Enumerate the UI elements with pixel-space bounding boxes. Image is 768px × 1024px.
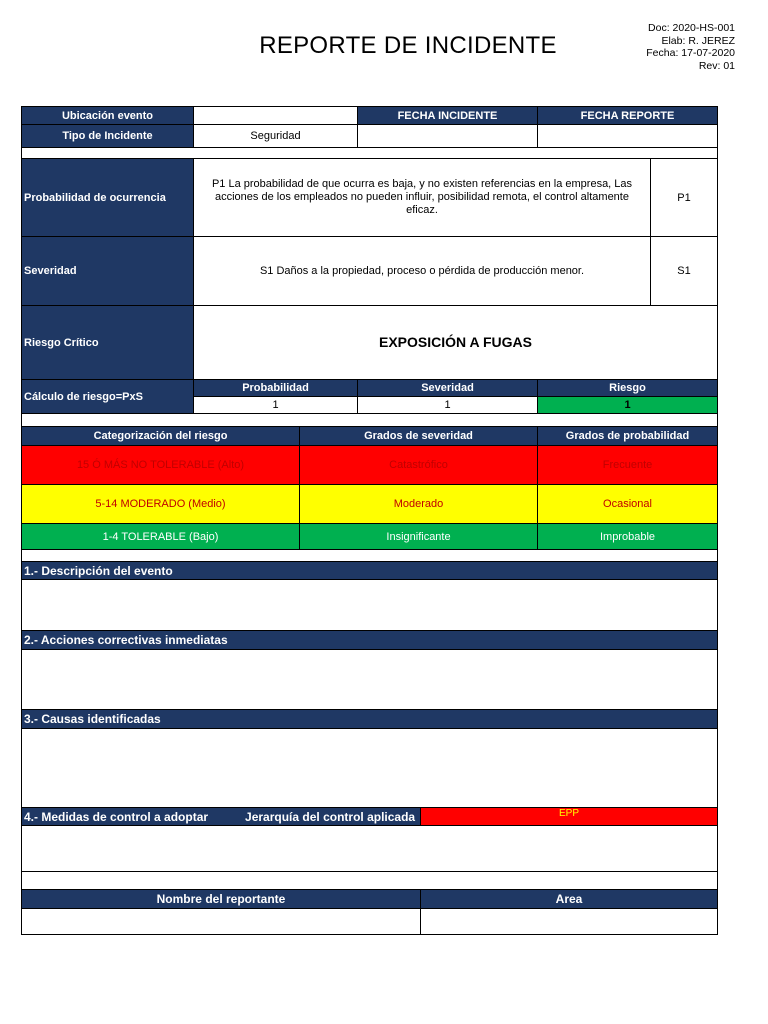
descripcion-field[interactable]	[21, 579, 718, 631]
calculo-probabilidad-header: Probabilidad	[193, 379, 358, 397]
ubicacion-label: Ubicación evento	[21, 106, 194, 125]
area-field[interactable]	[420, 908, 718, 935]
acciones-field[interactable]	[21, 649, 718, 710]
fecha-incidente-field[interactable]	[357, 124, 538, 148]
categorias-header-severidad: Grados de severidad	[299, 426, 538, 446]
jerarquia-label: Jerarquía del control aplicada	[245, 809, 416, 824]
nombre-reportante-label: Nombre del reportante	[21, 889, 421, 909]
document-meta	[646, 22, 735, 72]
categorias-header-categoria: Categorización del riesgo	[21, 426, 300, 446]
probabilidad-frecuente: Frecuente	[537, 445, 718, 485]
doc-code: Doc: 2020-HS-001	[648, 22, 735, 34]
probabilidad-improbable: Improbable	[537, 523, 718, 550]
fecha-reporte-label: FECHA REPORTE	[537, 106, 718, 125]
doc-revision: Rev: 01	[698, 59, 735, 72]
spacer-row	[21, 413, 718, 427]
section-causas-header: 3.- Causas identificadas	[21, 709, 718, 729]
categoria-bajo: 1-4 TOLERABLE (Bajo)	[21, 523, 300, 550]
calculo-riesgo-value: 1	[537, 396, 718, 414]
tipo-incidente-label: Tipo de Incidente	[21, 124, 194, 148]
spacer-row	[21, 871, 718, 890]
probabilidad-code: P1	[650, 158, 718, 237]
calculo-label: Cálculo de riesgo=PxS	[21, 379, 194, 414]
severidad-catastrofico: Catastrófico	[299, 445, 538, 485]
doc-date: Fecha: 17-07-2020	[646, 47, 735, 59]
calculo-riesgo-header: Riesgo	[537, 379, 718, 397]
causas-field[interactable]	[21, 728, 718, 808]
section-acciones-header: 2.- Acciones correctivas inmediatas	[21, 630, 718, 650]
severidad-description: S1 Daños a la propiedad, proceso o pérdida de producción menor.	[193, 236, 651, 306]
probabilidad-ocasional: Ocasional	[537, 484, 718, 524]
ubicacion-field[interactable]	[193, 106, 358, 125]
area-label: Area	[420, 889, 718, 909]
severidad-code: S1	[650, 236, 718, 306]
severidad-insignificante: Insignificante	[299, 523, 538, 550]
section-medidas-header	[21, 807, 421, 826]
fecha-incidente-label: FECHA INCIDENTE	[357, 106, 538, 125]
calculo-probabilidad-value[interactable]: 1	[193, 396, 358, 414]
doc-author: Elab: R. JEREZ	[661, 34, 735, 47]
calculo-severidad-header: Severidad	[357, 379, 538, 397]
probabilidad-label: Probabilidad de ocurrencia	[21, 158, 194, 237]
categoria-medio: 5-14 MODERADO (Medio)	[21, 484, 300, 524]
medidas-label: 4.- Medidas de control a adoptar	[24, 809, 209, 824]
section-descripcion-header: 1.- Descripción del evento	[21, 561, 718, 580]
medidas-field[interactable]	[21, 825, 718, 872]
riesgo-critico-value: EXPOSICIÓN A FUGAS	[193, 305, 718, 380]
tipo-incidente-field[interactable]: Seguridad	[193, 124, 358, 148]
severidad-moderado: Moderado	[299, 484, 538, 524]
calculo-severidad-value[interactable]: 1	[357, 396, 538, 414]
riesgo-critico-label: Riesgo Crítico	[21, 305, 194, 380]
categorias-header-probabilidad: Grados de probabilidad	[537, 426, 718, 446]
fecha-reporte-field[interactable]	[537, 124, 718, 148]
page-title: REPORTE DE INCIDENTE	[259, 32, 557, 59]
jerarquia-value[interactable]: EPP	[420, 807, 718, 826]
nombre-reportante-field[interactable]	[21, 908, 421, 935]
categoria-alto: 15 Ó MÁS NO TOLERABLE (Alto)	[21, 445, 300, 485]
severidad-label: Severidad	[21, 236, 194, 306]
probabilidad-description: P1 La probabilidad de que ocurra es baja, y no existen referencias en la empresa, Las acciones de los empleados no pueden influir, posibilidad remota, el control altamente eficaz.	[193, 158, 651, 237]
